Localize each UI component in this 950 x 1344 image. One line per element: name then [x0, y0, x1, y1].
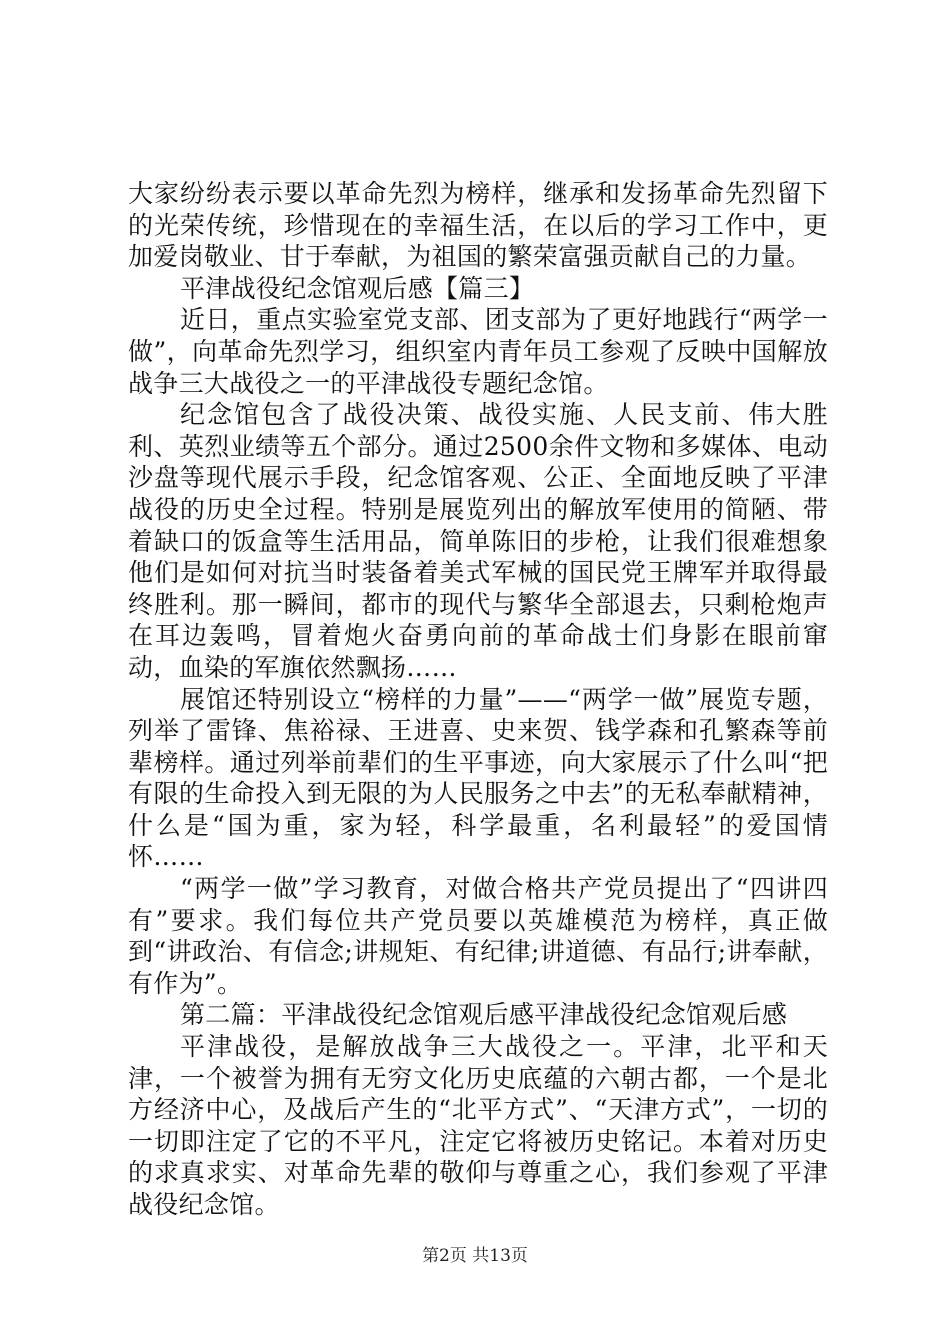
paragraph: 纪念馆包含了战役决策、战役实施、人民支前、伟大胜利、英烈业绩等五个部分。通过2500余件文物和多媒体、电动沙盘等现代展示手段，纪念馆客观、公正、全面地反映了平津战役的历史全过程。特别是展览列出的解放军使用的简陋、带着缺口的饭盒等生活用品，简单陈旧的步枪，让我们很难想象他们是如何对抗当时装备着美式军械的国民党王牌军并取得最终胜利。那一瞬间，都市的现代与繁华全部退去，只剩枪炮声在耳边轰鸣，冒着炮火奋勇向前的革命战士们身影在眼前窜动，血染的军旗依然飘扬……	[128, 400, 828, 682]
paragraph-continuation: 大家纷纷表示要以革命先烈为榜样，继承和发扬革命先烈留下的光荣传统，珍惜现在的幸福生活，在以后的学习工作中，更加爱岗敬业、甘于奉献，为祖国的繁荣富强贡献自己的力量。	[128, 179, 828, 272]
paragraph: 近日，重点实验室党支部、团支部为了更好地践行“两学一做”，向革命先烈学习，组织室内青年员工参观了反映中国解放战争三大战役之一的平津战役专题纪念馆。	[128, 305, 828, 398]
paragraph: 平津战役，是解放战争三大战役之一。平津，北平和天津，一个被誉为拥有无穷文化历史底蕴的六朝古都，一个是北方经济中心，及战后产生的“北平方式”、“天津方式”，一切的一切即注定了它的不平凡，注定它将被历史铭记。本着对历史的求真求实、对革命先辈的敬仰与尊重之心，我们参观了平津战役纪念馆。	[128, 1032, 828, 1219]
paragraph: 展馆还特别设立“榜样的力量”——“两学一做”展览专题，列举了雷锋、焦裕禄、王进喜、史来贺、钱学森和孔繁森等前辈榜样。通过列举前辈们的生平事迹，向大家展示了什么叫“把有限的生命投入到无限的为人民服务之中去”的无私奉献精神，什么是“国为重，家为轻，科学最重，名利最轻”的爱国情怀……	[128, 684, 828, 872]
section-heading-part-three: 平津战役纪念馆观后感【篇三】	[180, 273, 535, 303]
section-heading-part-two: 第二篇：平津战役纪念馆观后感平津战役纪念馆观后感	[180, 1000, 788, 1030]
paragraph: “两学一做”学习教育，对做合格共产党员提出了“四讲四有”要求。我们每位共产党员要以英雄模范为榜样，真正做到“讲政治、有信念;讲规矩、有纪律;讲道德、有品行;讲奉献，有作为”。	[128, 874, 828, 998]
document-body	[128, 178, 828, 1221]
page-number-footer: 第2页 共13页	[422, 1246, 528, 1266]
